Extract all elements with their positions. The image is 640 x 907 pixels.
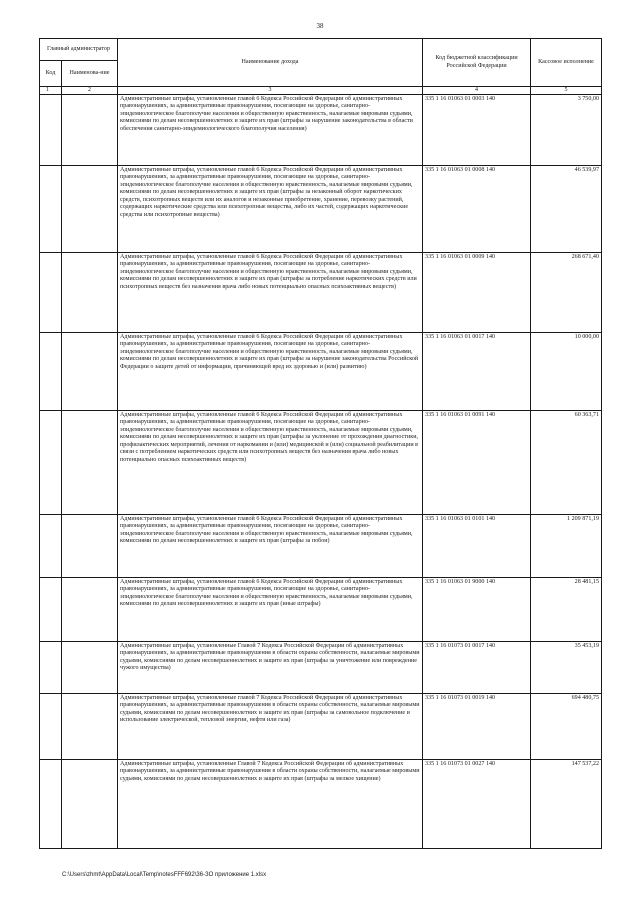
amount-cell: 35 453,19 xyxy=(531,642,602,694)
income-name-cell: Административные штрафы, установленные главой 6 Кодекса Российской Федерации об административных правонарушениях, за административные правонарушения, посягающие на здоровье, санитарно-эпидемиологическое благополучие населения и общественную нравственность, налагаемые мировыми судьями, комиссиями по делам несовершеннолетних и защите их прав (штрафы за нарушение законодательства Российской Федерации о защите детей от информации, причиняющей вред их здоровью и (или) развитию) xyxy=(118,333,423,411)
column-number: 5 xyxy=(531,87,602,95)
cash-execution-header: Кассовое исполнение xyxy=(531,39,602,87)
amount-cell: 60 363,71 xyxy=(531,411,602,515)
income-name-header: Наименование дохода xyxy=(118,39,423,87)
income-name-cell: Административные штрафы, установленные Главой 7 Кодекса Российской Федерации об административных правонарушениях, за административные правонарушения в области охраны собственности, налагаемые мировыми судьями, комиссиями по делам несовершеннолетних и защите их прав (штрафы за уничтожение или повреждение чужого имущества) xyxy=(118,642,423,694)
admin-name-cell xyxy=(62,578,118,642)
admin-name-cell xyxy=(62,694,118,760)
table-row xyxy=(40,694,602,760)
column-number: 1 xyxy=(40,87,62,95)
income-name-cell: Административные штрафы, установленные главой 6 Кодекса Российской Федерации об административных правонарушениях, за административные правонарушения, посягающие на здоровье, санитарно-эпидемиологическое благополучие населения и общественную нравственность, налагаемые мировыми судьями, комиссиями по делам несовершеннолетних и защите их прав (штрафы за побои) xyxy=(118,515,423,578)
admin-name-cell xyxy=(62,411,118,515)
amount-cell: 147 537,22 xyxy=(531,760,602,849)
admin-code-cell xyxy=(40,95,62,166)
table-row xyxy=(40,642,602,694)
admin-code-cell xyxy=(40,642,62,694)
amount-cell: 10 000,00 xyxy=(531,333,602,411)
column-number: 4 xyxy=(423,87,531,95)
table-row xyxy=(40,166,602,253)
budget-code-cell: 335 1 16 01063 01 0101 140 xyxy=(423,515,531,578)
table-row xyxy=(40,253,602,333)
admin-name-cell xyxy=(62,760,118,849)
column-number: 2 xyxy=(62,87,118,95)
budget-code-cell: 335 1 16 01063 01 0003 140 xyxy=(423,95,531,166)
column-number: 3 xyxy=(118,87,423,95)
table-row xyxy=(40,515,602,578)
admin-code-cell xyxy=(40,694,62,760)
budget-code-cell: 335 1 16 01063 01 0008 140 xyxy=(423,166,531,253)
budget-code-cell: 335 1 16 01073 01 0027 140 xyxy=(423,760,531,849)
admin-code-header: Код xyxy=(40,61,62,87)
admin-name-cell xyxy=(62,333,118,411)
amount-cell: 28 481,15 xyxy=(531,578,602,642)
income-name-cell: Административные штрафы, установленные главой 6 Кодекса Российской Федерации об административных правонарушениях, за административные правонарушения, посягающие на здоровье, санитарно-эпидемиологическое благополучие населения и общественную нравственность, налагаемые мировыми судьями, комиссиями по делам несовершеннолетних и защите их прав (штрафы за уклонение от прохождения диагностики, профилактических мероприятий, лечения от наркомании и (или) медицинской и (или) социальной реабилитации в связи с потреблением наркотических средств или психотропных веществ без назначения врача либо новых потенциально опасных психоактивных веществ) xyxy=(118,411,423,515)
admin-name-cell xyxy=(62,515,118,578)
file-path-footer: C:\Users\zhmt\AppData\Local\Temp\notesFFF692\36-ЗО приложение 1.xlsx xyxy=(62,872,267,878)
admin-name-cell xyxy=(62,95,118,166)
admin-name-cell xyxy=(62,642,118,694)
income-name-cell: Административные штрафы, установленные главой 7 Кодекса Российской Федерации об административных правонарушениях, за административные правонарушения в области охраны собственности, налагаемые мировыми судьями, комиссиями по делам несовершеннолетних и защите их прав (штрафы за самовольное подключение и использование электрической, тепловой энергии, нефти или газа) xyxy=(118,694,423,760)
budget-code-cell: 335 1 16 01073 01 0017 140 xyxy=(423,642,531,694)
admin-code-cell xyxy=(40,253,62,333)
admin-code-cell xyxy=(40,515,62,578)
table-row xyxy=(40,333,602,411)
main-admin-header: Главный администратор xyxy=(40,39,118,61)
admin-code-cell xyxy=(40,333,62,411)
income-name-cell: Административные штрафы, установленные главой 6 Кодекса Российской Федерации об административных правонарушениях, за административные правонарушения, посягающие на здоровье, санитарно-эпидемиологическое благополучие населения и общественную нравственность, налагаемые мировыми судьями, комиссиями по делам несовершеннолетних и защите их прав (иные штрафы) xyxy=(118,578,423,642)
table-row xyxy=(40,760,602,849)
amount-cell: 3 750,00 xyxy=(531,95,602,166)
admin-code-cell xyxy=(40,578,62,642)
table-row xyxy=(40,411,602,515)
table-row xyxy=(40,95,602,166)
budget-code-header: Код бюджетной классификации Российской Федерации xyxy=(423,39,531,87)
income-name-cell: Административные штрафы, установленные главой 6 Кодекса Российской Федерации об административных правонарушениях, за административные правонарушения, посягающие на здоровье, санитарно-эпидемиологическое благополучие населения и общественную нравственность, налагаемые мировыми судьями, комиссиями по делам несовершеннолетних и защите их прав (штрафы за потребление наркотических средств или психотропных веществ без назначения врача либо новых потенциально опасных психоактивных веществ) xyxy=(118,253,423,333)
income-name-cell: Административные штрафы, установленные главой 6 Кодекса Российской Федерации об административных правонарушениях, за административные правонарушения, посягающие на здоровье, санитарно-эпидемиологическое благополучие населения и общественную нравственность, налагаемые мировыми судьями, комиссиями по делам несовершеннолетних и защите их прав (штрафы за незаконный оборот наркотических средств, психотропных веществ или их аналогов и незаконные приобретение, хранение, перевозку растений, содержащих наркотические средства или психотропные вещества, либо их частей, содержащих наркотические средства или психотропные вещества) xyxy=(118,166,423,253)
admin-name-cell xyxy=(62,253,118,333)
admin-code-cell xyxy=(40,760,62,849)
amount-cell: 268 671,40 xyxy=(531,253,602,333)
page-number: 38 xyxy=(316,22,324,30)
budget-code-cell: 335 1 16 01063 01 0091 140 xyxy=(423,411,531,515)
budget-code-cell: 335 1 16 01063 01 9000 140 xyxy=(423,578,531,642)
amount-cell: 694 480,75 xyxy=(531,694,602,760)
amount-cell: 1 209 871,19 xyxy=(531,515,602,578)
budget-code-cell: 335 1 16 01063 01 0009 140 xyxy=(423,253,531,333)
admin-code-cell xyxy=(40,166,62,253)
budget-code-cell: 335 1 16 01073 01 0019 140 xyxy=(423,694,531,760)
budget-execution-table xyxy=(39,38,602,849)
table-row xyxy=(40,578,602,642)
income-name-cell: Административные штрафы, установленные главой 6 Кодекса Российской Федерации об административных правонарушениях, за административные правонарушения, посягающие на здоровье, санитарно-эпидемиологическое благополучие населения и общественную нравственность, налагаемые мировыми судьями, комиссиями по делам несовершеннолетних и защите их прав (штрафы за нарушение законодательства в области обеспечения санитарно-эпидемиологического благополучия населения) xyxy=(118,95,423,166)
amount-cell: 46 539,97 xyxy=(531,166,602,253)
admin-name-cell xyxy=(62,166,118,253)
admin-name-header: Наименова-ние xyxy=(62,61,118,87)
budget-code-cell: 335 1 16 01063 01 0017 140 xyxy=(423,333,531,411)
income-name-cell: Административные штрафы, установленные Главой 7 Кодекса Российской Федерации об административных правонарушениях, за административные правонарушения в области охраны собственности, налагаемые мировыми судьями, комиссиями по делам несовершеннолетних и защите их прав (штрафы за мелкое хищение) xyxy=(118,760,423,849)
admin-code-cell xyxy=(40,411,62,515)
